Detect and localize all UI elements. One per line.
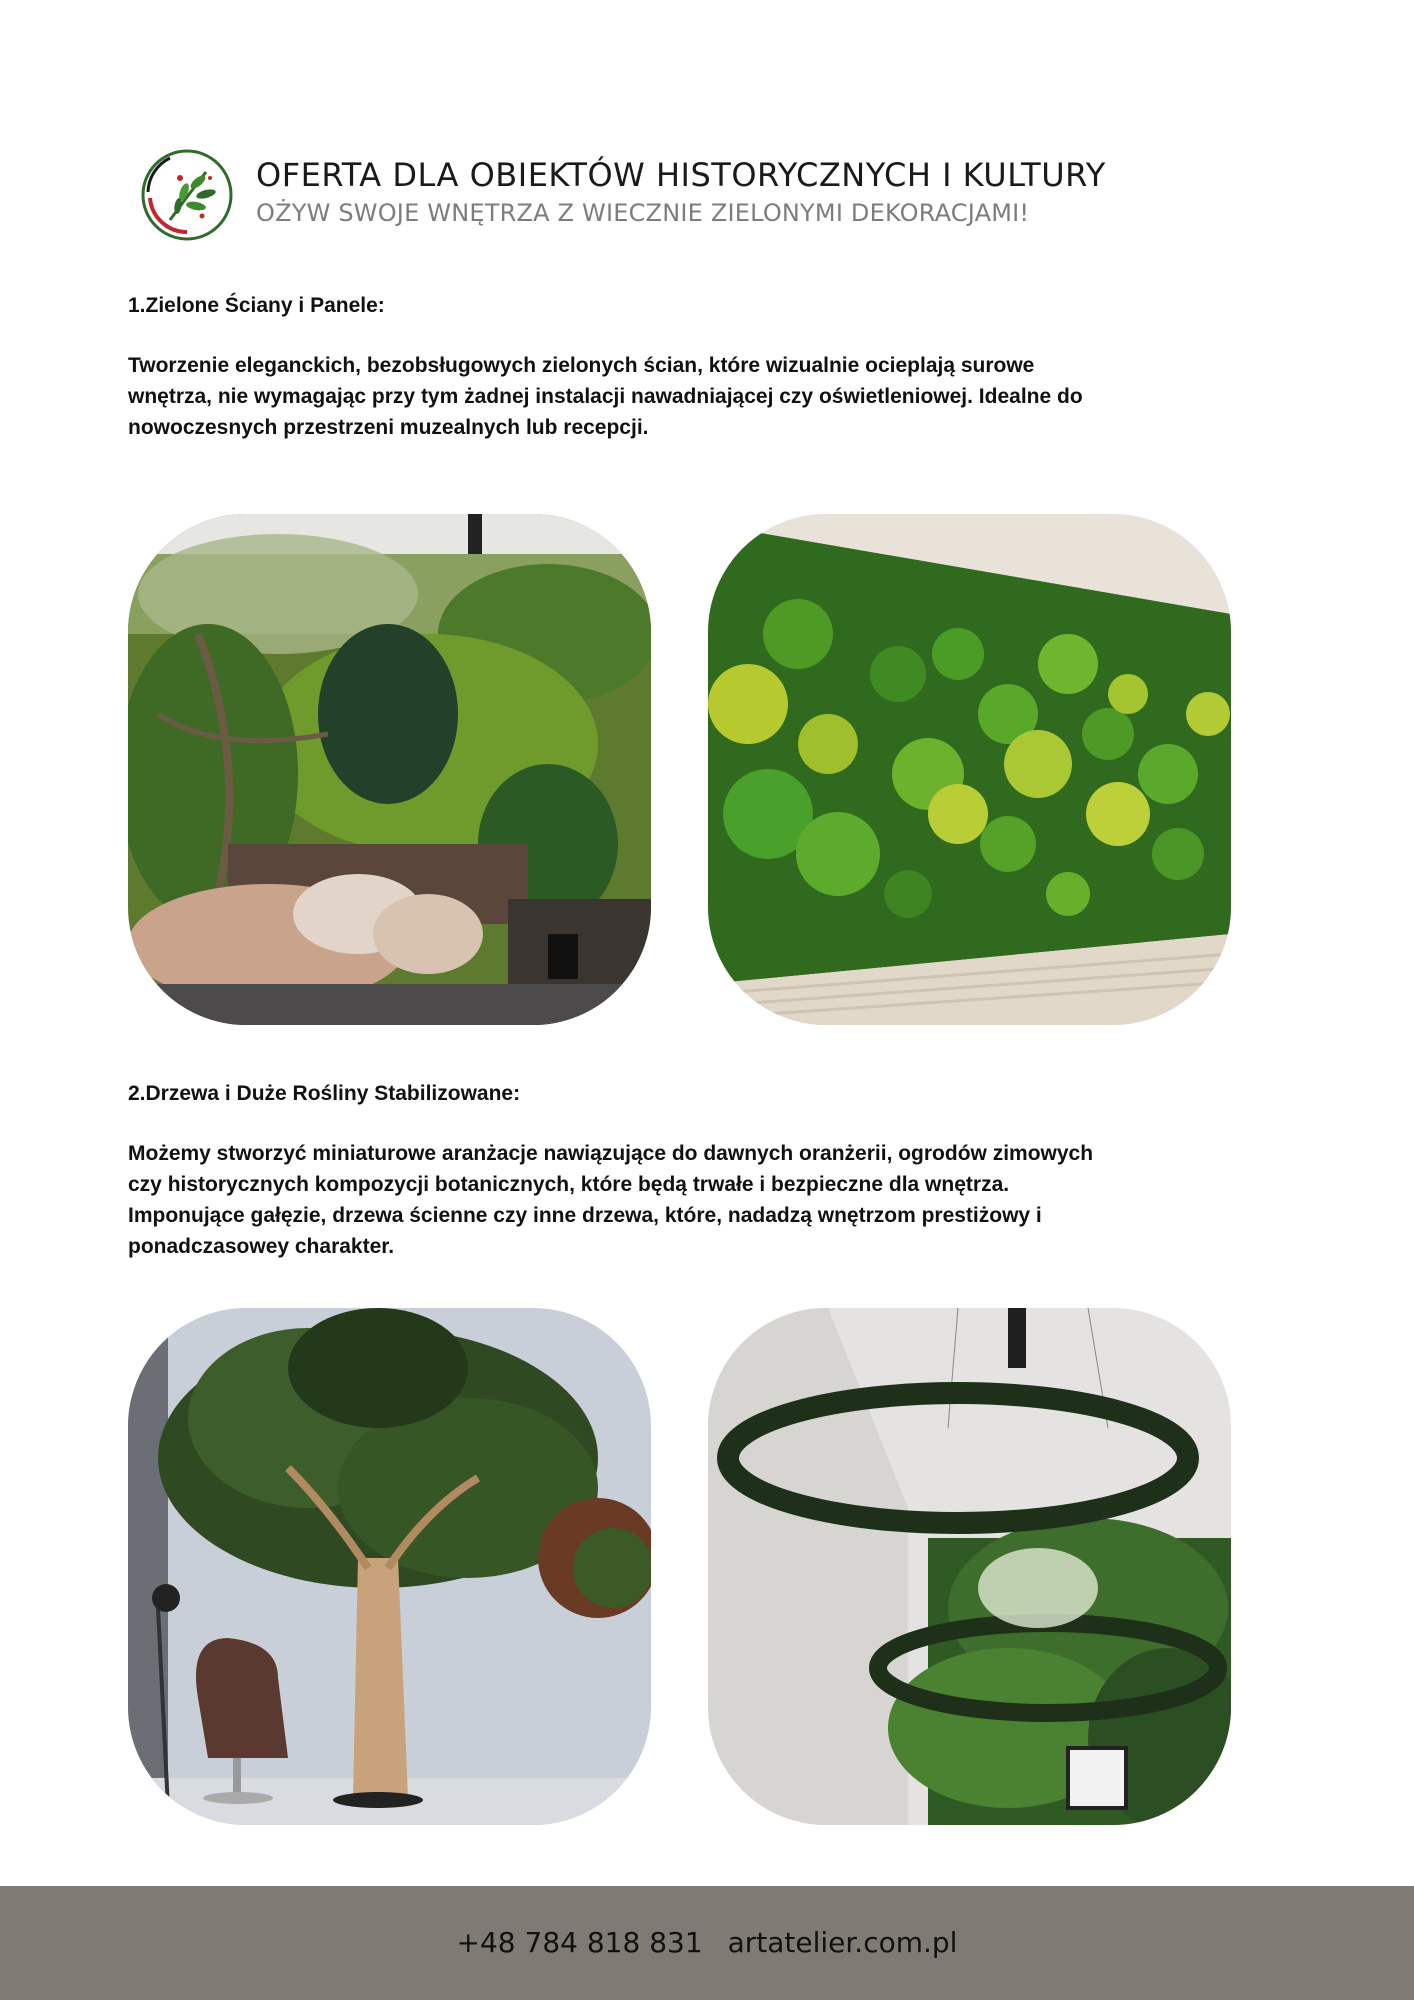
photo-moss-panel xyxy=(708,514,1231,1025)
section-1-line: wnętrza, nie wymagając przy tym żadnej instalacji nawadniającej czy oświetleniowej. Idealne do xyxy=(128,385,1083,408)
website-link[interactable]: artatelier.com.pl xyxy=(727,1926,958,1959)
phone-number[interactable]: +48 784 818 831 xyxy=(456,1926,703,1959)
section-2-heading: 2.Drzewa i Duże Rośliny Stabilizowane: xyxy=(128,1082,521,1105)
section-1-text xyxy=(128,350,1278,443)
footer-contact xyxy=(0,1926,1414,1959)
page-title: OFERTA DLA OBIEKTÓW HISTORYCZNYCH I KULTURY xyxy=(256,156,1106,194)
section-1-line: Tworzenie eleganckich, bezobsługowych zielonych ścian, które wizualnie ocieplają surowe xyxy=(128,354,1035,377)
page-header xyxy=(140,148,1320,248)
photo-moss-wall-living-room xyxy=(128,514,651,1025)
section-2-text xyxy=(128,1138,1278,1262)
leaf-branch-logo-icon xyxy=(140,148,234,242)
section-1-heading: 1.Zielone Ściany i Panele: xyxy=(128,294,385,317)
section-1-line: nowoczesnych przestrzeni muzealnych lub recepcji. xyxy=(128,416,649,439)
section-2-line: Możemy stworzyć miniaturowe aranżacje nawiązujące do dawnych oranżerii, ogrodów zimowych xyxy=(128,1142,1094,1165)
photo-stabilized-tree xyxy=(128,1308,651,1825)
photo-hanging-green-rings xyxy=(708,1308,1231,1825)
section-2-line: czy historycznych kompozycji botanicznych, które będą trwałe i bezpieczne dla wnętrza. xyxy=(128,1173,1010,1196)
section-2-line: Imponujące gałęzie, drzewa ścienne czy inne drzewa, które, nadadzą wnętrzom prestiżowy i xyxy=(128,1204,1042,1227)
section-2-line: ponadczasowey charakter. xyxy=(128,1235,395,1258)
footer-bar xyxy=(0,1886,1414,2000)
page-subtitle: OŻYW SWOJE WNĘTRZA Z WIECZNIE ZIELONYMI DEKORACJAMI! xyxy=(256,199,1030,227)
